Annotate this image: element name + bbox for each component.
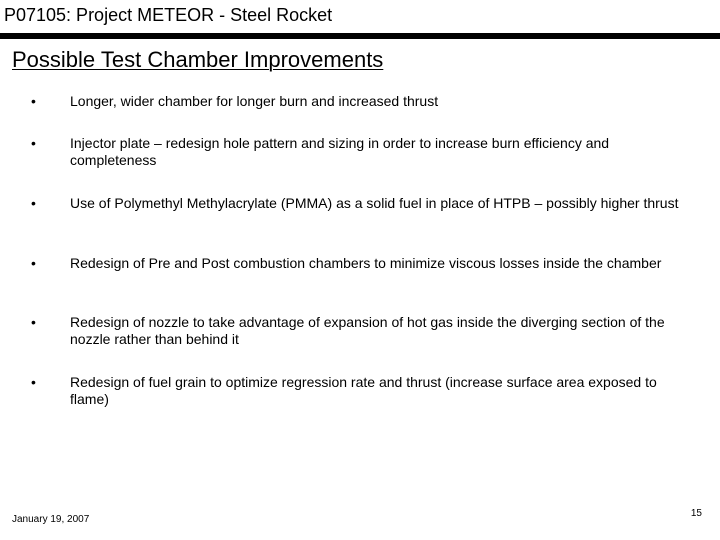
bullet-marker: • [31, 195, 36, 211]
footer-date: January 19, 2007 [12, 514, 90, 525]
bullet-text: Redesign of nozzle to take advantage of expansion of hot gas inside the diverging section of the nozzle rather than behind it [70, 314, 665, 347]
bullet-marker: • [31, 93, 36, 109]
bullet-marker: • [31, 135, 36, 151]
page-number: 15 [690, 508, 702, 519]
header-rule [0, 33, 720, 39]
bullet-marker: • [31, 374, 36, 390]
bullet-text: Use of Polymethyl Methylacrylate (PMMA) as a solid fuel in place of HTPB – possibly higher thrust [70, 195, 679, 211]
bullet-marker: • [31, 255, 36, 271]
bullet-text: Redesign of fuel grain to optimize regression rate and thrust (increase surface area exposed to flame) [70, 374, 657, 407]
bullet-text: Injector plate – redesign hole pattern and sizing in order to increase burn efficiency and completeness [70, 135, 610, 168]
header-title: P07105: Project METEOR - Steel Rocket [4, 5, 333, 25]
slide-heading: Possible Test Chamber Improvements [12, 47, 384, 72]
bullet-text: Longer, wider chamber for longer burn and increased thrust [70, 93, 439, 109]
bullet-marker: • [31, 314, 36, 330]
bullet-text: Redesign of Pre and Post combustion chambers to minimize viscous losses inside the chamber [70, 255, 662, 271]
